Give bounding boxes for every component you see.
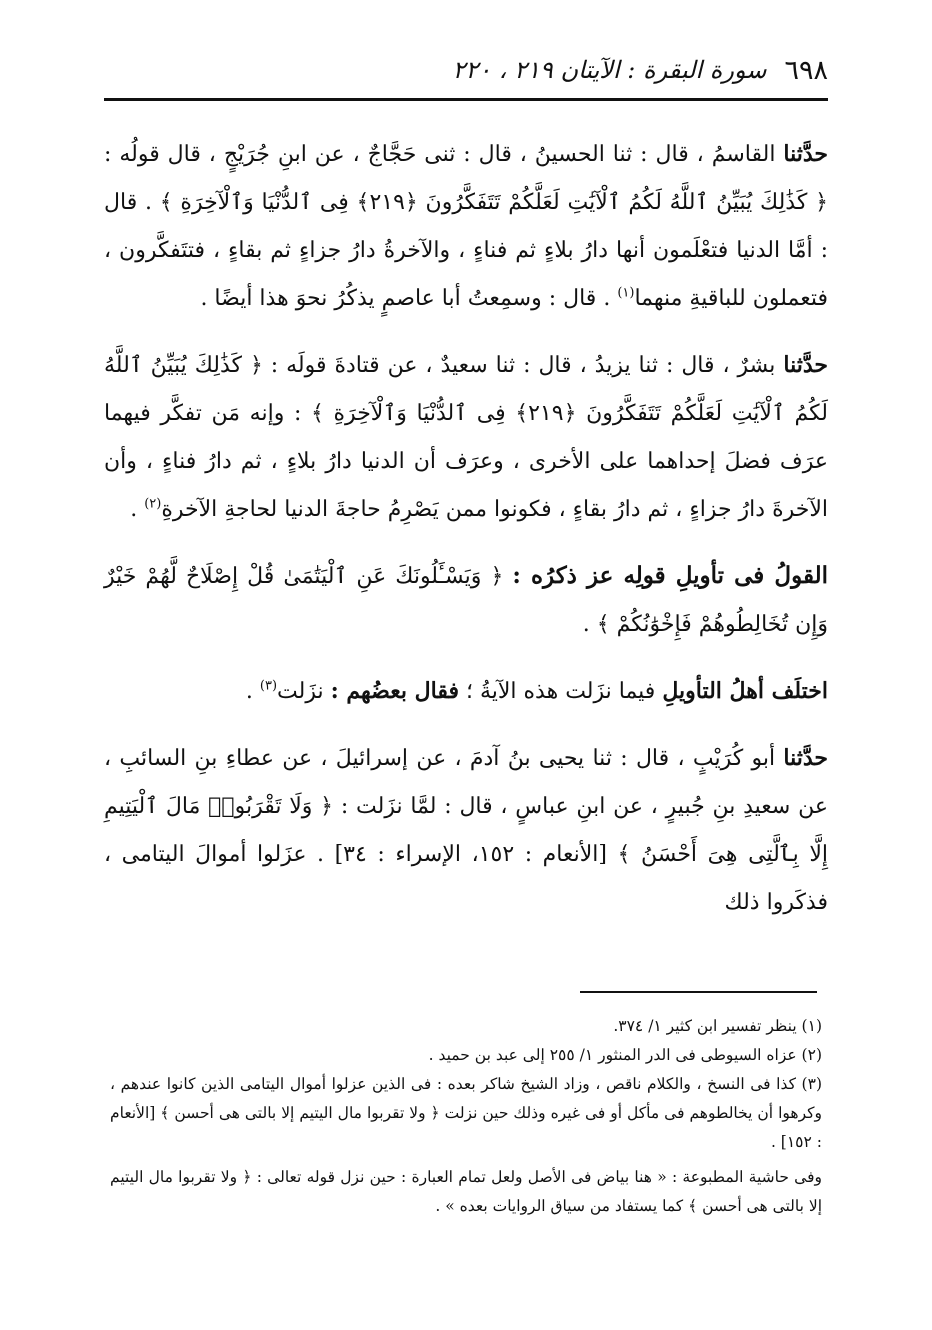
section-heading-verse: ﴿ وَيَسْـَٔلُونَكَ عَنِ ٱلْيَتَٰمَىٰ قُلْ إِصْلَاحٌ لَّهُمْ خَيْرٌ وَإِن تُخَالِطُوهُمْ فَإِخْوَٰنُكُمْ ﴾ .	[104, 564, 828, 637]
footnote-1: (١) ينظر تفسير ابن كثير ١/ ٣٧٤.	[613, 1017, 822, 1035]
paragraph-2-lead: حدَّثنا	[783, 352, 828, 378]
section-heading-lead: القولُ فى تأويلِ قولِه عز ذكرُه :	[512, 562, 828, 589]
footnote-ref-3: (٣)	[259, 678, 278, 694]
running-title: سورة البقرة : الآيتان ٢١٩ ، ٢٢٠	[452, 56, 767, 84]
paragraph-3	[104, 734, 828, 927]
footnotes	[110, 1012, 822, 1221]
disagreement-lead-2: فقال بعضُهم :	[330, 678, 459, 704]
footnote-rule	[580, 991, 817, 993]
disagreement-lead: اختلَف أهلُ التأويلِ	[662, 678, 828, 704]
footnote-3-continuation: وفى حاشية المطبوعة : « هنا بياض فى الأصل ولعل تمام العبارة : حين نزل قوله تعالى : ﴿ ولا تقربوا مال اليتيم إلا بالتى هى أحسن ﴾ كما يستفاد من سياق الروايات بعده » .	[110, 1168, 822, 1215]
page-header	[104, 50, 828, 90]
disagreement-line	[104, 667, 828, 716]
paragraph-1	[104, 130, 828, 323]
paragraph-1-lead: حدَّثنا	[783, 141, 828, 167]
paragraph-1-tail: . قال : وسمِعتُ أبا عاصمٍ يذكُرُ نحوَ هذا أيضًا .	[200, 286, 618, 311]
disagreement-text-2: نزَلت	[277, 679, 331, 704]
paragraph-2-text: بشرٌ ، قال : ثنا يزيدُ ، قال : ثنا سعيدٌ ، عن قتادةَ قولَه : ﴿ كَذَٰلِكَ يُبَيِّنُ ٱللَّهُ لَكُمُ ٱلْآيَٰتِ لَعَلَّكُمْ تَتَفَكَّرُونَ ﴿٢١٩﴾ فِى ٱلدُّنْيَا وَٱلْآخِرَةِ ﴾ : وإنه مَن تفكَّر فيهما عرَف فضلَ إحداهما على الأخرى ، وعرَف أن الدنيا دارُ بلاءٍ ، ثم دارُ فناءٍ ، وأن الآخرةَ دارُ جزاءٍ ، ثم دارُ بقاءٍ ، فكونوا ممن يَصْرِمُ حاجةَ الدنيا لحاجةِ الآخرةِ	[104, 353, 828, 522]
footnote-2: (٢) عزاه السيوطى فى الدر المنثور ١/ ٢٥٥ إلى عبد بن حميد .	[428, 1046, 822, 1064]
footnote-3: (٣) كذا فى النسخ ، والكلام ناقص ، وزاد الشيخ شاكر بعده : فى الذين عزلوا أموال اليتامى الذين كانوا عندهم ، وكرهوا أن يخالطوهم فى مأكل أو فى غيره وذلك حين نزلت ﴿ ولا تقربوا مال اليتيم إلا بالتى هى أحسن ﴾ [الأنعام : ١٥٢] .	[110, 1075, 822, 1151]
footnote-ref-1: (١)	[617, 285, 635, 301]
paragraph-2-tail: .	[130, 497, 145, 522]
main-text	[104, 130, 828, 945]
page-number: ٦٩٨	[784, 54, 828, 86]
paragraph-3-text: أبو كُرَيْبٍ ، قال : ثنا يحيى بنُ آدمَ ، عن إسرائيلَ ، عن عطاءِ بنِ السائبِ ، عن سعيدِ بنِ جُبيرٍ ، عن ابنِ عباسٍ ، قال : لمَّا نزَلت : ﴿ وَلَا تَقْرَبُوا۟ مَالَ ٱلْيَتِيمِ إِلَّا بِٱلَّتِى هِىَ أَحْسَنُ ﴾ [الأنعام : ١٥٢، الإسراء : ٣٤] . عزَلوا أموالَ اليتامى ، فذكَروا ذلك	[104, 746, 828, 915]
paragraph-1-text: القاسمُ ، قال : ثنا الحسينُ ، قال : ثنى حَجَّاجٌ ، عن ابنِ جُرَيْجٍ ، قال قولُه : ﴿ كَذَٰلِكَ يُبَيِّنُ ٱللَّهُ لَكُمُ ٱلْآيَٰتِ لَعَلَّكُمْ تَتَفَكَّرُونَ ﴿٢١٩﴾ فِى ٱلدُّنْيَا وَٱلْآخِرَةِ ﴾ . قال : أمَّا الدنيا فتعْلَمون أنها دارُ بلاءٍ ثم فناءٍ ، والآخرةُ دارُ جزاءٍ ثم بقاءٍ ، فتتَفكَّرون ، فتعملون للباقيةِ منهما	[104, 142, 828, 311]
footnote-ref-2: (٢)	[144, 496, 162, 512]
disagreement-text: فيما نزَلت هذه الآيةُ ؛	[458, 679, 663, 704]
section-heading	[104, 552, 828, 649]
disagreement-tail: .	[245, 679, 260, 704]
header-rule	[104, 98, 828, 101]
paragraph-2	[104, 341, 828, 534]
paragraph-3-lead: حدَّثنا	[783, 745, 828, 771]
